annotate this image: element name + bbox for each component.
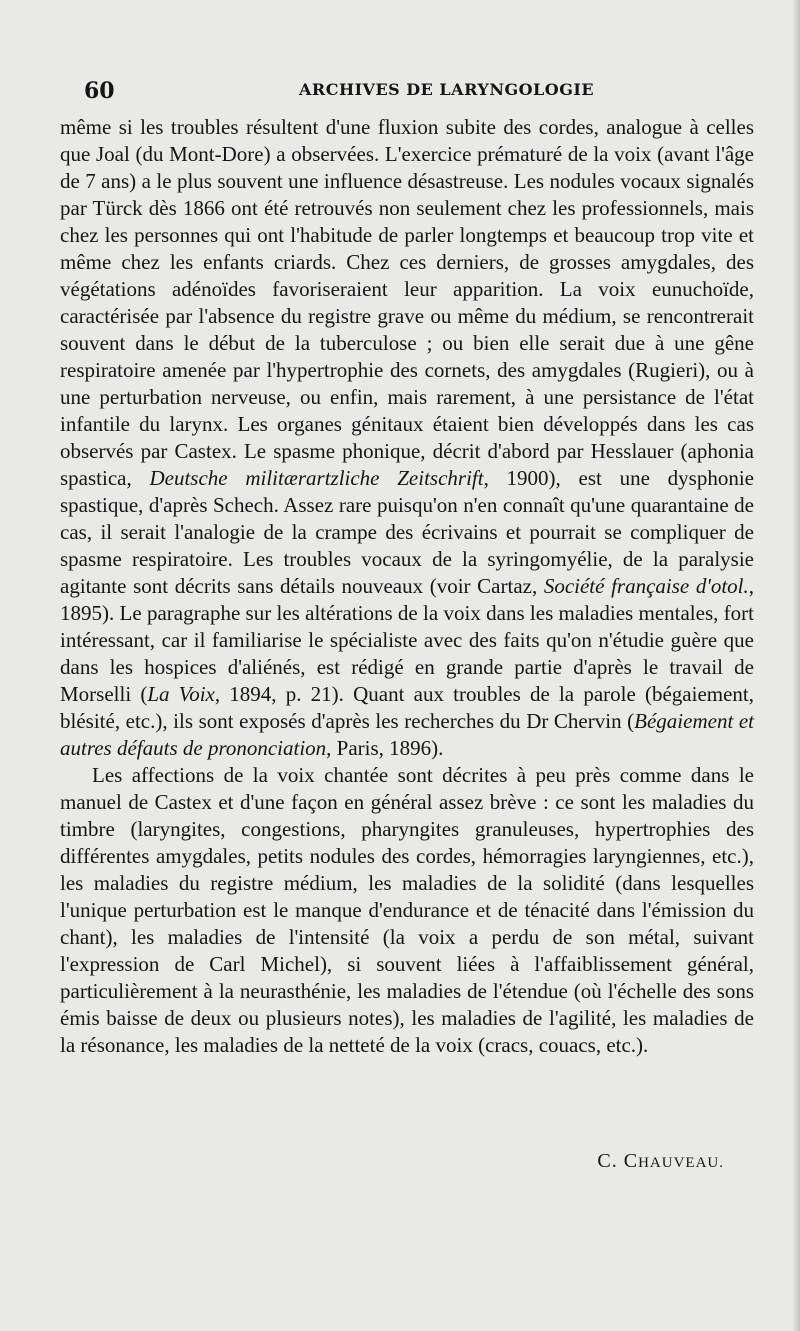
signature-initial: C. [597, 1150, 618, 1172]
paragraph-1-text-3: , 1895). Le paragraphe sur les altérations de la voix dans les maladies mentales, fort intéressant, car il familiarise le spécialiste avec des faits qu'on n'étudie guère que dans les hospices d'aliénés, est rédigé en grande partie d'après le travail de Morselli ( [60, 574, 754, 706]
page-header [84, 76, 754, 106]
signature-surname-first: C [623, 1150, 639, 1172]
journal-title-italic: Deutsche militærartzliche Zeitschrift [149, 466, 484, 490]
author-signature [597, 1150, 724, 1173]
work-title-italic: La Voix [147, 682, 215, 706]
paragraph-2: Les affections de la voix chantée sont décrites à peu près comme dans le manuel de Castex et d'une façon en général assez brève : ce sont les maladies du timbre (laryngites, congestions, pharyngites granuleuses, hypertrophies des différentes amygdales, petits nodules des cordes, hémorragies laryngiennes, etc.), les maladies du registre médium, les maladies de la solidité (dans lesquelles l'unique perturbation est le manque d'endurance et de ténacité dans l'émission du chant), les maladies de l'intensité (la voix a perdu de son métal, suivant l'expression de Carl Michel), si souvent liées à l'affaiblissement général, particulièrement à la neurasthénie, les maladies de l'étendue (où l'échelle des sons émis baisse de deux ou plusieurs notes), les maladies de l'agilité, les maladies de la résonance, les maladies de la netteté de la voix (cracs, couacs, etc.). [60, 763, 754, 1057]
society-title-italic: Société française d'otol. [543, 574, 749, 598]
paragraph-1-text-1: même si les troubles résultent d'une fluxion subite des cordes, analogue à celles que Joal (du Mont-Dore) a observées. L'exercice prématuré de la voix (avant l'âge de 7 ans) a le plus souvent une influence désastreuse. Les nodules vocaux signalés par Türck dès 1866 ont été retrouvés non seulement chez les professionnels, mais chez les personnes qui ont l'habitude de parler longtemps et beaucoup trop vite et même chez les enfants criards. Chez ces derniers, de grosses amygdales, des végétations adénoïdes favoriseraient leur apparition. La voix eunuchoïde, caractérisée par l'absence du registre grave ou même du médium, se rencontrerait souvent dans le début de la tuberculose ; ou bien elle serait due à une gêne respiratoire amenée par l'hypertrophie des cornets, des amygdales (Rugieri), ou à une perturbation nerveuse, ou enfin, mais rarement, à une persistance de l'état infantile du larynx. Les organes génitaux étaient bien développés dans les cas observés par Castex. Le spasme phonique, décrit d'abord par Hesslauer (aphonia spastica, [60, 115, 754, 490]
article-body [60, 114, 754, 1059]
book-title-italic: Bégaiement et autres défauts de prononciation [60, 709, 755, 760]
paragraph-1-text-2: , 1900), est une dysphonie spastique, d'après Schech. Assez rare puisqu'on n'en connaît qu'une quarantaine de cas, il serait l'analogie de la crampe des écrivains et pourrait se compliquer de spasme respiratoire. Les troubles vocaux de la syringomyélie, de la paralysie agitante sont décrits sans détails nouveaux (voir Cartaz, [60, 466, 754, 598]
signature-surname-rest: HAUVEAU. [638, 1155, 724, 1171]
page-edge-shadow [792, 0, 800, 1331]
paragraph-1-text-5: , Paris, 1896). [326, 736, 444, 760]
paragraph-1 [60, 114, 754, 762]
page-number: 60 [84, 78, 115, 104]
running-title: ARCHIVES DE LARYNGOLOGIE [299, 80, 595, 99]
paragraph-1-text-4: , 1894, p. 21). Quant aux troubles de la parole (bégaiement, blésité, etc.), ils sont exposés d'après les recherches du Dr Chervin ( [60, 682, 755, 733]
